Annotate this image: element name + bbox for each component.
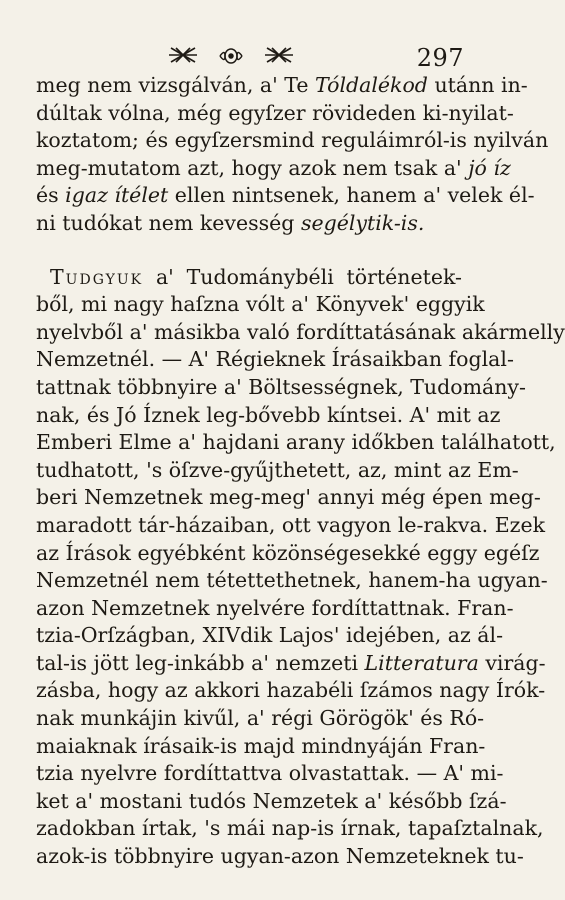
text-run: azon Nemzetnek nyelvére fordíttattnak. Fran-: [36, 595, 514, 620]
italic-run: Tóldalékod: [315, 73, 428, 97]
text-line: [36, 815, 544, 843]
text-run: ellen nintsenek, hanem a' velek él-: [168, 183, 535, 208]
text-run: maradott tár-házaiban, ott vagyon le-rakva. Ezek: [36, 512, 546, 537]
text-run: Nemzetnél nem tétettethetnek, hanem-ha ugyan-: [36, 568, 548, 593]
text-run: nyelvből a' másikba való fordíttatásának akármelly: [36, 319, 565, 344]
crossed-ornament-icon: [168, 46, 198, 64]
text-run: ket a' mostani tudós Nemzetek a' később ſzá-: [36, 788, 507, 813]
text-line: [36, 402, 501, 430]
text-line: [36, 760, 504, 788]
small-caps-run: Tudgyuk: [50, 264, 144, 289]
text-run: ből, mi nagy haſzna vólt a' Könyvek' eggyik: [36, 292, 485, 317]
text-line: [36, 622, 504, 650]
text-line: [36, 733, 486, 761]
crossed-ornament-icon: [264, 46, 294, 64]
text-line: [36, 127, 549, 155]
text-run: virág-: [478, 650, 546, 675]
text-run: azok-is többnyire ugyan-azon Nemzeteknek tu-: [36, 844, 524, 869]
text-run: zásba, hogy az akkori hazabéli ſzámos nagy Írók-: [36, 678, 546, 703]
text-line: [36, 72, 528, 100]
text-run: tzia nyelvre fordíttattva olvastattak. — A' mi-: [36, 761, 504, 786]
text-line: [36, 264, 462, 292]
text-line: [36, 182, 535, 210]
text-line: [36, 429, 556, 457]
floral-ornament-icon: [218, 46, 244, 66]
page-number: 297: [416, 44, 464, 72]
paragraph-2: [36, 264, 565, 871]
text-run: beri Nemzetnek meg-meg' annyi még épen meg-: [36, 485, 541, 510]
page-header: [0, 42, 502, 70]
text-run: utánn in-: [427, 73, 528, 97]
text-line: [36, 155, 511, 183]
text-line: [36, 512, 546, 540]
text-line: [36, 567, 548, 595]
text-run: koztatom; és egyſzersmind reguláimról-is nyilván: [36, 128, 549, 153]
text-line: [36, 595, 514, 623]
text-run: az Írások egyébként közönségesekké eggy egéſz: [36, 540, 540, 565]
text-run: meg-mutatom azt, hogy azok nem tsak a': [36, 155, 469, 180]
text-line: [36, 705, 485, 733]
ornament-group: [168, 42, 296, 68]
text-run: Emberi Elme a' hajdani arany időkben találhatott,: [36, 430, 556, 455]
text-run: nak munkájin kivűl, a' régi Görögök' és Ró-: [36, 706, 485, 731]
text-line: [36, 540, 540, 568]
text-run: nak, és Jó Íznek leg-bővebb kíntsei. A' mit az: [36, 402, 501, 427]
text-line: [36, 100, 514, 128]
text-run: ni tudókat nem kevesség: [36, 210, 301, 235]
paragraph-gap: [36, 238, 462, 264]
text-line: [36, 319, 565, 347]
text-run: tal-is jött leg-inkább a' nemzeti: [36, 650, 365, 675]
text-run: meg nem vizsgálván, a' Te: [36, 73, 316, 97]
text-line: [36, 374, 526, 402]
text-line: [36, 291, 485, 319]
text-run: tattnak többnyire a' Böltsességnek, Tudomány-: [36, 374, 526, 399]
italic-run: segélytik-is.: [300, 210, 425, 235]
text-run: dúltak vólna, még egyſzer rövideden ki-nyilat-: [36, 100, 514, 125]
text-line: [36, 677, 546, 705]
italic-run: igaz ítélet: [65, 183, 169, 208]
italic-run: Litteratura: [364, 650, 479, 675]
text-line: [36, 210, 462, 238]
text-run: tzia-Orſzágban, XIVdik Lajos' idejében, az ál-: [36, 623, 504, 648]
text-line: [36, 843, 524, 871]
text-line: [36, 346, 514, 374]
text-line: [36, 650, 546, 678]
body-text: [36, 72, 565, 871]
italic-run: jó íz: [468, 155, 511, 180]
text-run: zadokban írtak, 's mái nap-is írnak, tapaſztalnak,: [36, 816, 544, 841]
text-line: [36, 484, 541, 512]
paragraph-1: [36, 72, 549, 238]
text-run: tudhatott, 's öſzve-gyűjthetett, az, mint az Em-: [36, 457, 519, 482]
text-run: Nemzetnél. — A' Régieknek Írásaikban foglal-: [36, 347, 514, 372]
text-run: a' Tudománybéli történetek-: [143, 264, 462, 289]
text-run: maiaknak írásaik-is majd mindnyáján Fran-: [36, 733, 486, 758]
text-line: [36, 457, 519, 485]
text-line: [36, 788, 507, 816]
text-run: és: [36, 183, 66, 208]
